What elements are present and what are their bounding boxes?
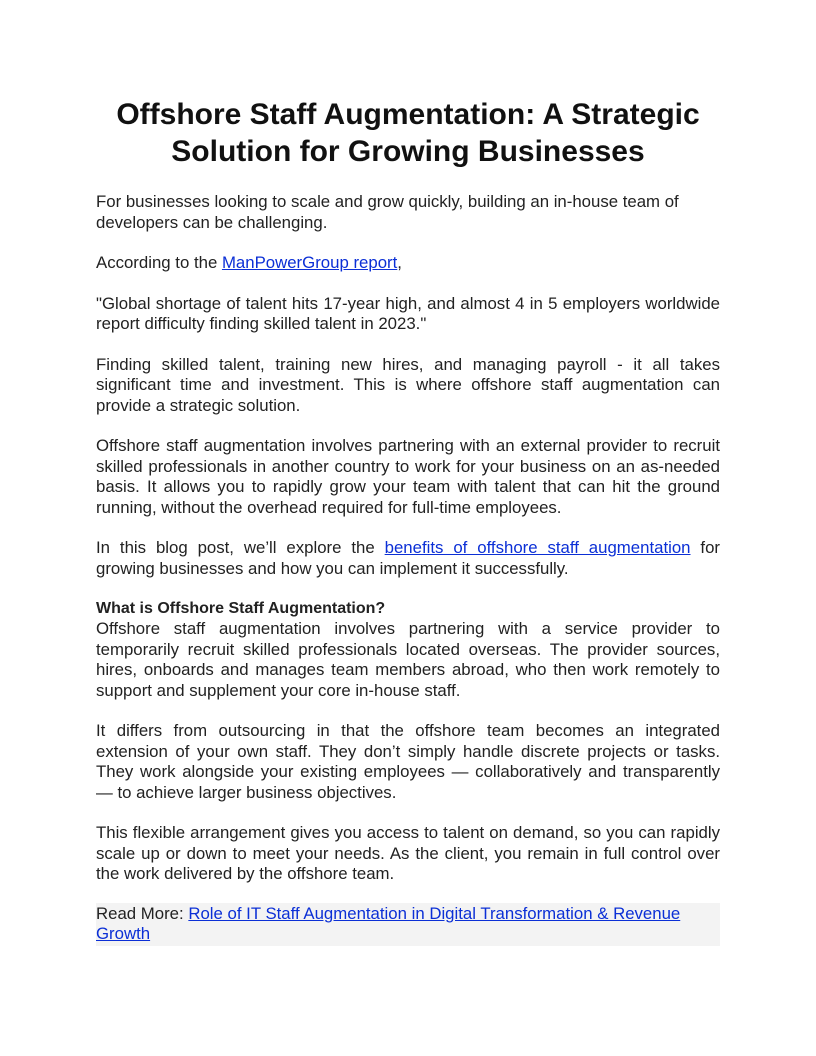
blog-intro-rest: for growing businesses and how you can implement it successfully. bbox=[96, 538, 721, 578]
page-title: Offshore Staff Augmentation: A Strategic Solution for Growing Businesses bbox=[116, 98, 700, 168]
challenge-paragraph: Finding skilled talent, training new hires, and managing payroll - it all takes significant time and investment. This is where offshore staff augmentation can provide a strategic solution. bbox=[96, 354, 720, 415]
read-more-label: Read More: bbox=[96, 903, 189, 923]
document-page bbox=[96, 96, 720, 966]
benefits-link[interactable]: benefits of offshore staff augmentation bbox=[384, 538, 691, 557]
section-paragraph-3: This flexible arrangement gives you access to talent on demand, so you can rapidly scale up or down to meet your needs. As the client, you remain in full control over the work delivered by the offshore team. bbox=[96, 823, 720, 883]
manpowergroup-report-link[interactable]: ManPowerGroup report bbox=[221, 253, 398, 272]
read-more-block bbox=[96, 903, 720, 946]
section-paragraph-1: Offshore staff augmentation involves partnering with a service provider to temporarily recruit skilled professionals located overseas. The provider sources, hires, onboards and manages team members abroad, who then work remotely to support and supplement your core in-house staff. bbox=[96, 619, 720, 700]
section-paragraph-2: It differs from outsourcing in that the offshore team becomes an integrated extension of your own staff. They don’t simply handle discrete projects or tasks. They work alongside your existing employees — collaboratively and transparently — to achieve larger business objectives. bbox=[96, 721, 720, 802]
section-heading: What is Offshore Staff Augmentation? bbox=[96, 600, 386, 617]
intro-paragraph: For businesses looking to scale and grow quickly, building an in-house team of developers can be challenging. bbox=[96, 192, 679, 232]
blog-intro-text: In this blog post, we’ll explore the bbox=[96, 538, 385, 557]
source-punctuation: , bbox=[397, 253, 402, 272]
source-paragraph bbox=[96, 253, 720, 274]
quote-paragraph: "Global shortage of talent hits 17-year high, and almost 4 in 5 employers worldwide report difficulty finding skilled talent in 2023." bbox=[96, 293, 720, 333]
source-text: According to the bbox=[96, 253, 222, 272]
definition-paragraph: Offshore staff augmentation involves partnering with an external provider to recruit skilled professionals in another country to work for your business on an as-needed basis. It allows you to rapidly grow your team with talent that can hit the ground running, without the overhead required for full-time employees. bbox=[96, 436, 720, 517]
blog-intro-paragraph bbox=[96, 538, 720, 579]
read-more-link[interactable]: Role of IT Staff Augmentation in Digital Transformation & Revenue Growth bbox=[96, 903, 681, 943]
